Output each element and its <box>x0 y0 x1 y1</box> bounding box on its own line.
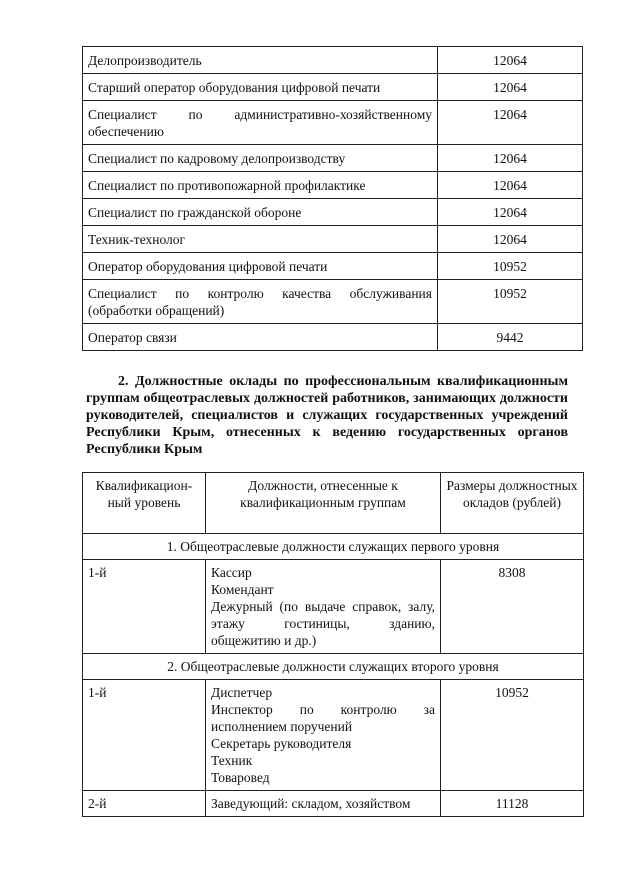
section-number: 2. <box>118 374 129 389</box>
salary-cell: 12064 <box>438 101 583 145</box>
table-row <box>83 145 583 172</box>
section-heading <box>86 373 568 458</box>
table-row <box>83 226 583 253</box>
position-cell: Специалист по гражданской обороне <box>83 199 438 226</box>
positions-cell <box>206 791 441 817</box>
position-item: Секретарь руководителя <box>211 736 352 751</box>
salary-cell: 10952 <box>441 680 584 791</box>
level-cell: 1-й <box>83 560 206 654</box>
table-row <box>83 253 583 280</box>
positions-cell <box>206 680 441 791</box>
table-row <box>83 101 583 145</box>
position-cell: Специалист по противопожарной профилактике <box>83 172 438 199</box>
position-cell: Специалист по кадровому делопроизводству <box>83 145 438 172</box>
position-item: Товаровед <box>211 770 270 785</box>
header-positions: Должности, отнесенные к квалификационным группам <box>206 473 441 534</box>
group-title: 2. Общеотраслевые должности служащих второго уровня <box>83 654 584 680</box>
group-title: 1. Общеотраслевые должности служащих первого уровня <box>83 534 584 560</box>
table-row <box>83 560 584 654</box>
salary-cell: 12064 <box>438 74 583 101</box>
level-cell: 1-й <box>83 680 206 791</box>
salary-cell: 12064 <box>438 226 583 253</box>
salary-cell: 11128 <box>441 791 584 817</box>
qualification-salary-table <box>82 472 584 817</box>
positions-cell <box>206 560 441 654</box>
level-cell: 2-й <box>83 791 206 817</box>
table-row <box>83 324 583 351</box>
table-row <box>83 47 583 74</box>
position-cell: Оператор связи <box>83 324 438 351</box>
header-level: Квалификацион-ный уровень <box>83 473 206 534</box>
table-row <box>83 680 584 791</box>
salary-cell: 12064 <box>438 145 583 172</box>
salary-cell: 8308 <box>441 560 584 654</box>
position-item: Дежурный (по выдаче справок, залу, этажу гостиницы, зданию, общежитию и др.) <box>211 599 435 648</box>
salary-cell: 12064 <box>438 199 583 226</box>
section-title: Должностные оклады по профессиональным квалификационным группам общеотраслевых должностей работников, занимающих должности руководителей, специалистов и служащих государственных учреждений Республики Крым, отнесенных к ведению государственных органов Республики Крым <box>86 374 568 457</box>
position-item: Кассир <box>211 565 252 580</box>
position-cell: Техник-технолог <box>83 226 438 253</box>
salary-cell: 12064 <box>438 47 583 74</box>
position-item: Заведующий: складом, хозяйством <box>211 796 411 811</box>
position-cell: Делопроизводитель <box>83 47 438 74</box>
position-item: Диспетчер <box>211 685 273 700</box>
table-header-row <box>83 473 584 534</box>
position-item: Техник <box>211 753 253 768</box>
position-cell: Оператор оборудования цифровой печати <box>83 253 438 280</box>
salary-cell: 12064 <box>438 172 583 199</box>
group-title-row <box>83 534 584 560</box>
table-row <box>83 199 583 226</box>
position-cell: Специалист по административно-хозяйственному обеспечению <box>83 101 438 145</box>
salary-table-top <box>82 46 583 351</box>
table-row <box>83 791 584 817</box>
table-row <box>83 172 583 199</box>
position-item: Комендант <box>211 582 274 597</box>
position-item: Инспектор по контролю за исполнением поручений <box>211 702 435 734</box>
position-cell: Старший оператор оборудования цифровой печати <box>83 74 438 101</box>
header-salary: Размеры должностных окладов (рублей) <box>441 473 584 534</box>
group-title-row <box>83 654 584 680</box>
salary-cell: 9442 <box>438 324 583 351</box>
position-cell: Специалист по контролю качества обслуживания (обработки обращений) <box>83 280 438 324</box>
salary-cell: 10952 <box>438 253 583 280</box>
salary-cell: 10952 <box>438 280 583 324</box>
table-row <box>83 74 583 101</box>
table-row <box>83 280 583 324</box>
